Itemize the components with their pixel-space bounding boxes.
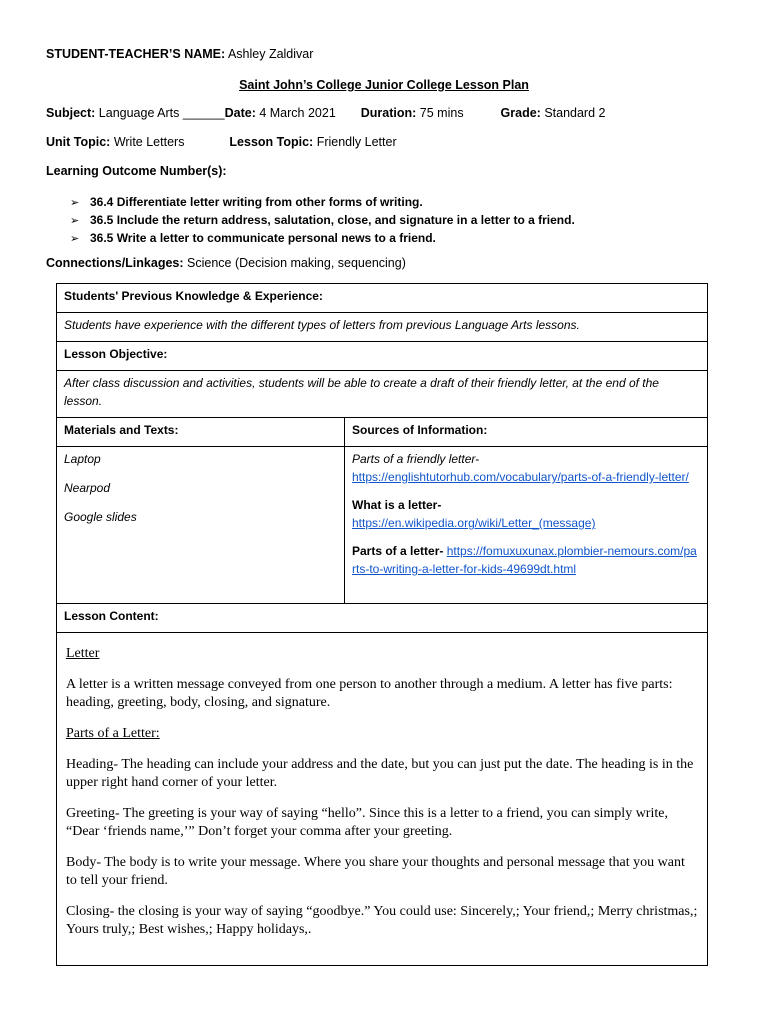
source-link[interactable]: https://fomuxuxunax.plombier-nemours.com/parts-to-writing-a-letter-for-kids-49699dt.html xyxy=(352,544,697,576)
list-item: Laptop xyxy=(64,452,101,466)
source-label: What is a letter- xyxy=(352,498,442,512)
subject-blank: ______ xyxy=(182,106,225,120)
sources-header: Sources of Information: xyxy=(345,418,708,447)
lesson-topic-value: Friendly Letter xyxy=(313,135,397,149)
content-paragraph: Body- The body is to write your message. Where you share your thoughts and personal message that you want to tell your friend. xyxy=(66,855,685,888)
materials-header: Materials and Texts: xyxy=(57,418,345,447)
lesson-content-body xyxy=(57,633,708,966)
objective-header: Lesson Objective: xyxy=(57,342,708,371)
list-item: Nearpod xyxy=(64,481,111,495)
duration-label: Duration: xyxy=(360,106,417,120)
unit-topic-value: Write Letters xyxy=(110,135,185,149)
content-heading-letter: Letter xyxy=(66,646,100,661)
connections-label: Connections/Linkages: xyxy=(46,256,184,270)
source-link[interactable]: https://en.wikipedia.org/wiki/Letter_(message) xyxy=(352,516,596,530)
teacher-label: STUDENT-TEACHER’S NAME: xyxy=(46,47,226,61)
content-paragraph: A letter is a written message conveyed from one person to another through a medium. A letter has five parts: heading, greeting, body, closing, and signature. xyxy=(66,677,673,710)
arrow-bullet-icon: ➢ xyxy=(70,215,80,227)
list-item: ➢ 36.5 Include the return address, salutation, close, and signature in a letter to a friend. xyxy=(70,211,575,229)
objective-text: After class discussion and activities, students will be able to create a draft of their friendly letter, at the end of the lesson. xyxy=(57,371,708,418)
duration-value: 75 mins xyxy=(416,106,464,120)
content-heading-parts: Parts of a Letter: xyxy=(66,726,160,741)
subject-value: Language Arts xyxy=(95,106,183,120)
content-paragraph: Closing- the closing is your way of saying “goodbye.” You could use: Sincerely,; Your friend,; Merry christmas,; Yours truly,; Best wishes,; Happy holidays,. xyxy=(66,904,698,937)
subject-label: Subject: xyxy=(46,106,96,120)
unit-topic-label: Unit Topic: xyxy=(46,135,111,149)
outcome-list xyxy=(70,193,575,247)
subject-line xyxy=(46,106,605,120)
grade-value: Standard 2 xyxy=(540,106,606,120)
prev-knowledge-header: Students' Previous Knowledge & Experience: xyxy=(57,284,708,313)
list-item: Google slides xyxy=(64,510,137,524)
lesson-content-header: Lesson Content: xyxy=(57,604,708,633)
source-label: Parts of a friendly letter- xyxy=(352,452,480,466)
source-link[interactable]: https://englishtutorhub.com/vocabulary/parts-of-a-friendly-letter/ xyxy=(352,470,689,484)
learning-outcome-heading: Learning Outcome Number(s): xyxy=(46,164,227,178)
connections-line xyxy=(46,256,406,270)
lesson-topic-label: Lesson Topic: xyxy=(229,135,314,149)
arrow-bullet-icon: ➢ xyxy=(70,197,80,209)
teacher-name-line xyxy=(46,47,313,61)
source-item xyxy=(352,496,700,532)
source-item xyxy=(352,542,700,578)
connections-value: Science (Decision making, sequencing) xyxy=(183,256,406,270)
date-value: 4 March 2021 xyxy=(255,106,336,120)
document-title: Saint John’s College Junior College Lesson Plan xyxy=(239,78,529,92)
grade-label: Grade: xyxy=(500,106,541,120)
date-label: Date: xyxy=(224,106,256,120)
list-item: ➢ 36.4 Differentiate letter writing from other forms of writing. xyxy=(70,193,575,211)
lesson-plan-table xyxy=(56,283,708,966)
source-label: Parts of a letter- xyxy=(352,544,444,558)
sources-cell xyxy=(345,447,708,604)
list-item: ➢ 36.5 Write a letter to communicate personal news to a friend. xyxy=(70,229,575,247)
source-item xyxy=(352,450,700,486)
topic-line xyxy=(46,135,397,149)
content-paragraph: Heading- The heading can include your address and the date, but you can just put the date. The heading is in the upper right hand corner of your letter. xyxy=(66,757,694,790)
prev-knowledge-text: Students have experience with the different types of letters from previous Language Arts lessons. xyxy=(57,313,708,342)
arrow-bullet-icon: ➢ xyxy=(70,233,80,245)
teacher-name: Ashley Zaldivar xyxy=(225,47,314,61)
materials-cell xyxy=(57,447,345,604)
content-paragraph: Greeting- The greeting is your way of saying “hello”. Since this is a letter to a friend, you can simply write, “Dear ‘friends name,’” Don’t forget your comma after your greeting. xyxy=(66,806,668,839)
